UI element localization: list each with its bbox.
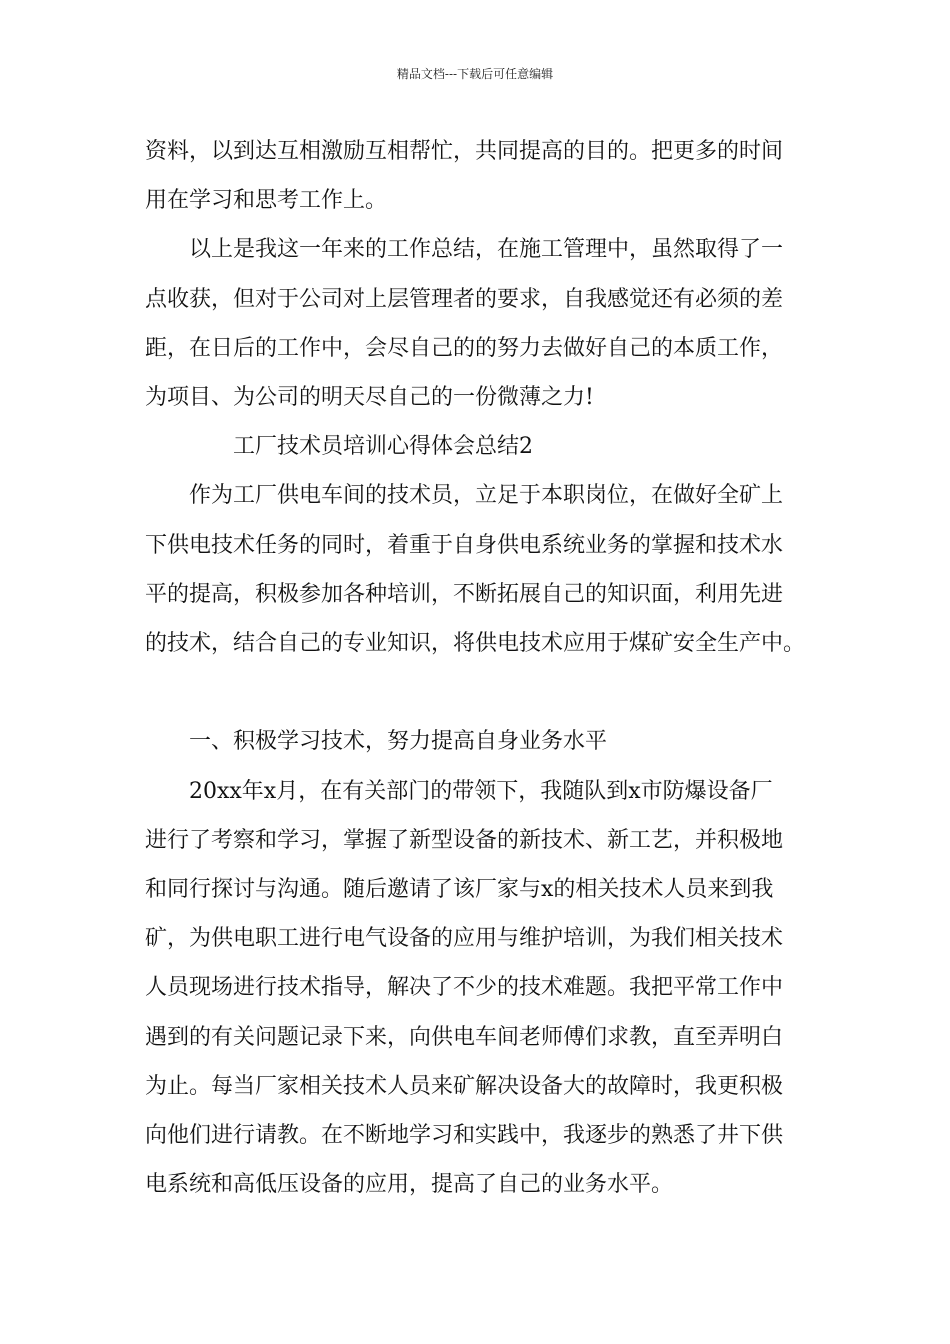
- paragraph-line: 以上是我这一年来的工作总结，在施工管理中，虽然取得了一: [189, 237, 784, 263]
- section-heading: 一、积极学习技术，努力提高自身业务水平: [189, 729, 608, 755]
- paragraph-line: 向他们进行请教。在不断地学习和实践中，我逐步的熟悉了井下供: [145, 1123, 784, 1149]
- paragraph-gap: [145, 668, 815, 717]
- paragraph-line: 用在学习和思考工作上。: [145, 188, 388, 214]
- paragraph-line: 和同行探讨与沟通。随后邀请了该厂家与x的相关技术人员来到我: [145, 877, 774, 903]
- paragraph-line: 的技术，结合自己的专业知识，将供电技术应用于煤矿安全生产中。: [145, 631, 806, 657]
- paragraph-line: 点收获，但对于公司对上层管理者的要求，自我感觉还有必须的差: [145, 286, 784, 312]
- paragraph-line: 资料，以到达互相激励互相帮忙，共同提高的目的。把更多的时间: [145, 139, 784, 164]
- paragraph-line: 矿，为供电职工进行电气设备的应用与维护培训，为我们相关技术: [145, 926, 784, 952]
- paragraph-line: 20xx年x月，在有关部门的带领下，我随队到x市防爆设备厂: [189, 778, 773, 804]
- document-body: [145, 127, 815, 1209]
- paragraph-line: 遇到的有关问题记录下来，向供电车间老师傅们求教，直至弄明白: [145, 1024, 784, 1050]
- paragraph-line: 距，在日后的工作中，会尽自己的的努力去做好自己的本质工作，: [145, 335, 784, 361]
- paragraph-line: 为止。每当厂家相关技术人员来矿解决设备大的故障时，我更积极: [145, 1073, 784, 1099]
- paragraph-line: 电系统和高低压设备的应用，提高了自己的业务水平。: [145, 1172, 674, 1198]
- paragraph-line: 人员现场进行技术指导，解决了不少的技术难题。我把平常工作中: [145, 975, 784, 1001]
- paragraph-line: 为项目、为公司的明天尽自己的一份微薄之力!: [145, 385, 594, 411]
- page-header: 精品文档---下载后可任意编辑: [396, 67, 554, 81]
- paragraph-line: 进行了考察和学习，掌握了新型设备的新技术、新工艺，并积极地: [145, 827, 784, 853]
- section-title: 工厂技术员培训心得体会总结2: [233, 434, 533, 460]
- paragraph-line: 平的提高，积极参加各种培训，不断拓展自己的知识面，利用先进: [145, 581, 784, 607]
- paragraph-line: 下供电技术任务的同时，着重于自身供电系统业务的掌握和技术水: [145, 532, 784, 558]
- paragraph-line: 作为工厂供电车间的技术员，立足于本职岗位，在做好全矿上: [189, 483, 784, 509]
